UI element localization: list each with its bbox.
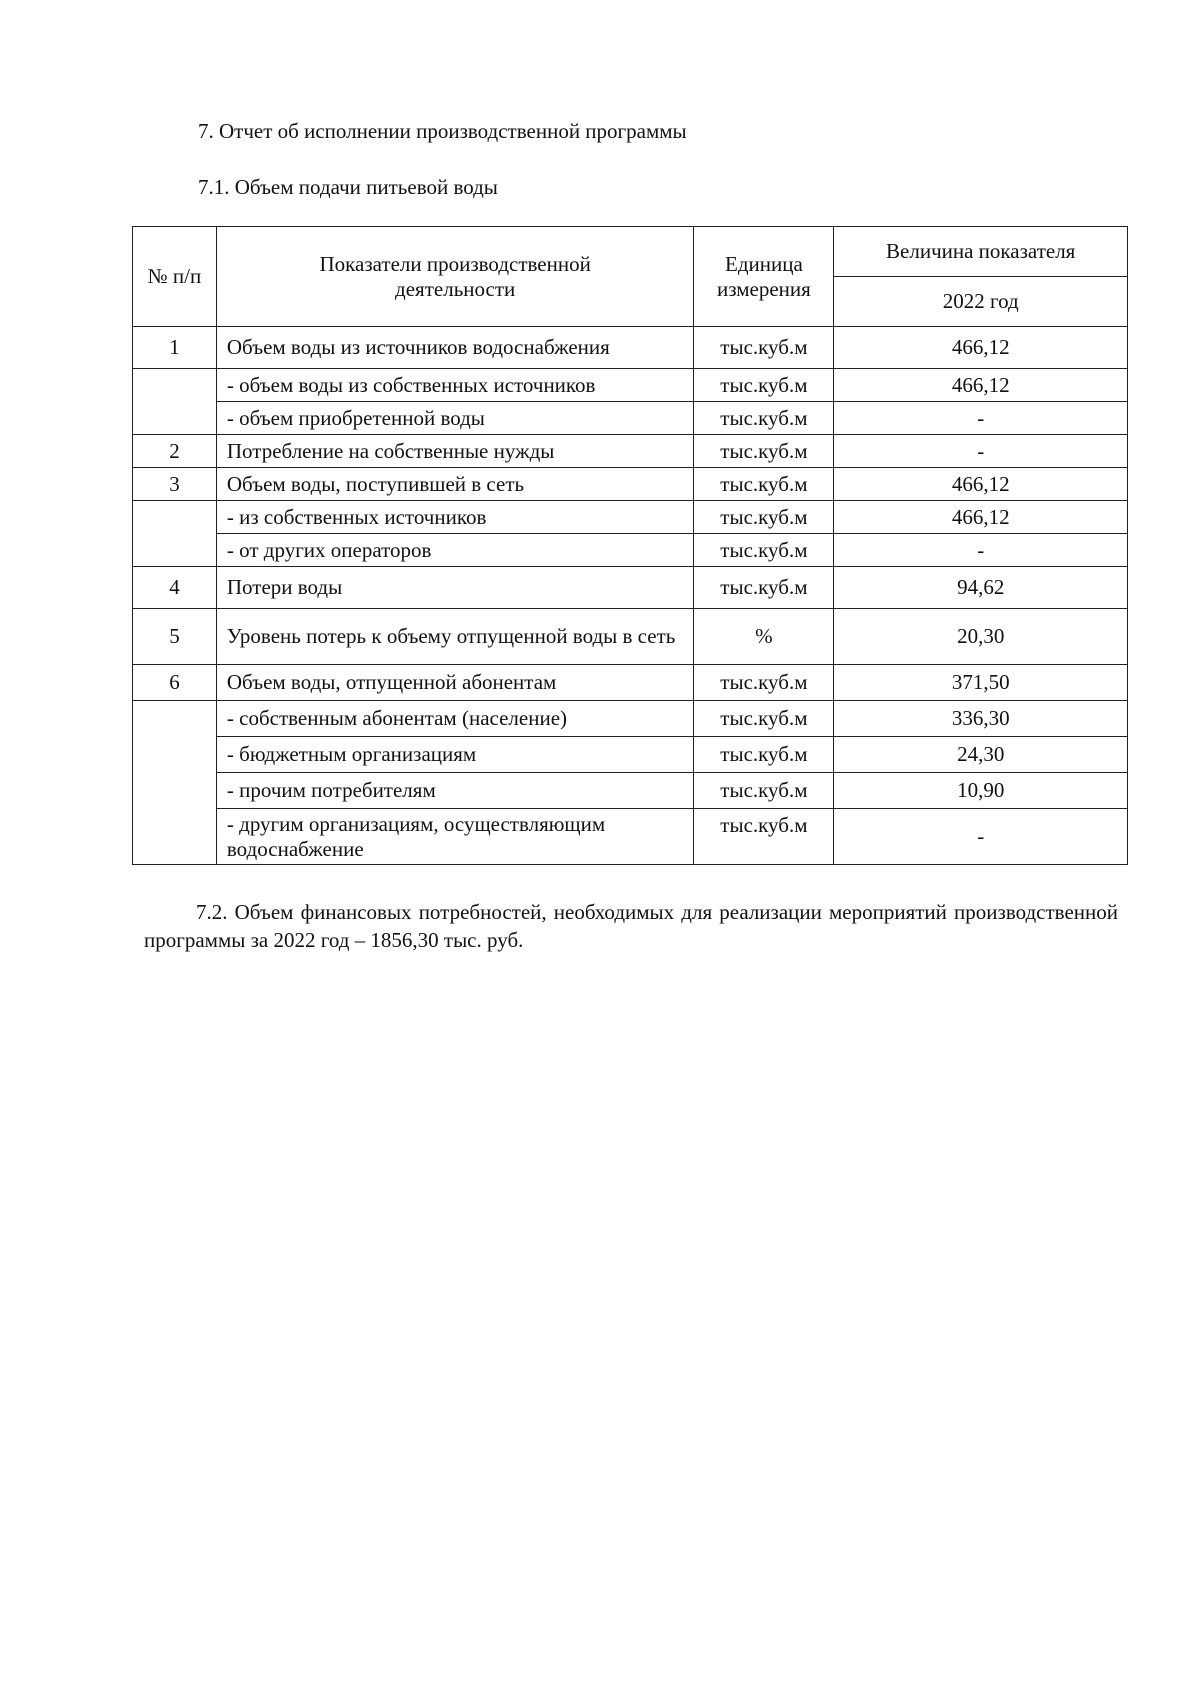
row-value: - [834,534,1128,567]
row-label: - от других операторов [216,534,694,567]
row-unit: тыс.куб.м [694,737,834,773]
row-value: 466,12 [834,468,1128,501]
row-unit: тыс.куб.м [694,665,834,701]
table-row [133,701,1128,737]
row-value: 466,12 [834,327,1128,369]
water-supply-table [132,226,1128,865]
table-row [133,534,1128,567]
row-value: - [834,435,1128,468]
row-unit: % [694,609,834,665]
row-num [133,501,217,534]
header-num: № п/п [133,227,217,327]
row-num: 6 [133,665,217,701]
row-unit: тыс.куб.м [694,369,834,402]
row-num: 1 [133,327,217,369]
row-label: Уровень потерь к объему отпущенной воды в сеть [216,609,694,665]
row-num: 5 [133,609,217,665]
row-label: - объем воды из собственных источников [216,369,694,402]
table-row [133,402,1128,435]
row-num: 2 [133,435,217,468]
row-unit: тыс.куб.м [694,435,834,468]
row-value: - [834,402,1128,435]
row-label: Объем воды, поступившей в сеть [216,468,694,501]
row-label: - прочим потребителям [216,773,694,809]
table-row [133,468,1128,501]
row-label: - бюджетным организациям [216,737,694,773]
row-value: 336,30 [834,701,1128,737]
subsection-heading: 7.1. Объем подачи питьевой воды [198,175,498,199]
header-indicator: Показатели производственной деятельности [216,227,694,327]
row-value: 94,62 [834,567,1128,609]
row-label: - объем приобретенной воды [216,402,694,435]
table-row [133,737,1128,773]
header-value-group: Величина показателя [834,227,1128,277]
row-label: - из собственных источников [216,501,694,534]
row-num [133,809,217,865]
row-label: - собственным абонентам (население) [216,701,694,737]
row-unit: тыс.куб.м [694,809,834,865]
row-label: - другим организациям, осуществляющим водоснабжение [216,809,694,865]
row-unit: тыс.куб.м [694,701,834,737]
row-value: 20,30 [834,609,1128,665]
table-row [133,369,1128,402]
row-value: 466,12 [834,369,1128,402]
row-num [133,737,217,773]
row-value: 24,30 [834,737,1128,773]
row-unit: тыс.куб.м [694,468,834,501]
row-unit: тыс.куб.м [694,773,834,809]
table-row [133,501,1128,534]
table-row [133,665,1128,701]
table-row [133,773,1128,809]
row-num [133,402,217,435]
table-row [133,609,1128,665]
row-unit: тыс.куб.м [694,327,834,369]
row-unit: тыс.куб.м [694,501,834,534]
row-label: Объем воды, отпущенной абонентам [216,665,694,701]
row-num [133,534,217,567]
row-label: Потери воды [216,567,694,609]
header-unit: Единица измерения [694,227,834,327]
row-num: 4 [133,567,217,609]
header-year: 2022 год [834,277,1128,327]
row-unit: тыс.куб.м [694,534,834,567]
table-header-row [133,227,1128,277]
table-row [133,809,1128,865]
row-unit: тыс.куб.м [694,567,834,609]
row-label: Объем воды из источников водоснабжения [216,327,694,369]
table-row [133,327,1128,369]
row-num: 3 [133,468,217,501]
row-unit: тыс.куб.м [694,402,834,435]
section-heading: 7. Отчет об исполнении производственной программы [198,119,687,143]
row-value: 10,90 [834,773,1128,809]
financial-needs-paragraph: 7.2. Объем финансовых потребностей, необходимых для реализации мероприятий производственной программы за 2022 год – 1856,30 тыс. руб. [144,900,1118,952]
table-row [133,435,1128,468]
row-num [133,773,217,809]
row-num [133,701,217,737]
row-value: 371,50 [834,665,1128,701]
table-row [133,567,1128,609]
row-num [133,369,217,402]
row-label: Потребление на собственные нужды [216,435,694,468]
row-value: 466,12 [834,501,1128,534]
row-value: - [834,809,1128,865]
